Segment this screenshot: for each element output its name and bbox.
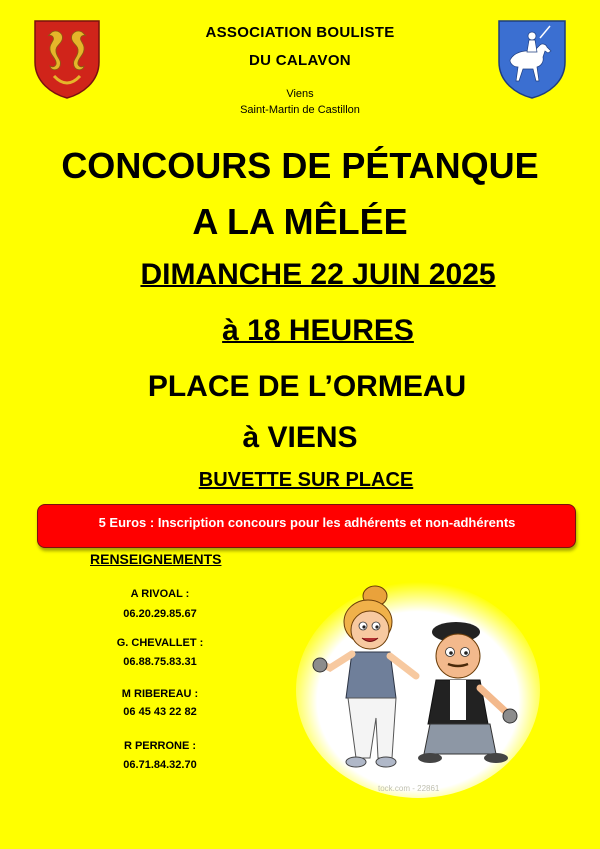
event-title-line1: CONCOURS DE PÉTANQUE xyxy=(61,145,539,186)
fee-text: 5 Euros : Inscription concours pour les adhérents et non-adhérents xyxy=(98,515,516,530)
town-line2: Saint-Martin de Castillon xyxy=(240,104,360,116)
association-name-line2: DU CALAVON xyxy=(249,52,351,69)
contact-phone: 06.88.75.83.31 xyxy=(123,656,197,668)
contact-name: A RIVOAL : xyxy=(130,588,190,600)
contact-phone: 06.71.84.32.70 xyxy=(123,759,197,771)
event-title-line2: A LA MÊLÉE xyxy=(192,201,408,242)
info-heading: RENSEIGNEMENTS xyxy=(90,551,222,567)
contact-phone: 06 45 43 22 82 xyxy=(123,706,197,718)
petanque-players-illustration xyxy=(290,570,540,800)
event-time: à 18 HEURES xyxy=(222,314,414,347)
event-date: DIMANCHE 22 JUIN 2025 xyxy=(140,258,496,291)
contact-name: G. CHEVALLET : xyxy=(116,637,204,649)
town-line1: Viens xyxy=(286,88,314,100)
contact-name: M RIBEREAU : xyxy=(121,688,199,700)
illustration-watermark: tock.com - 22861 xyxy=(378,784,440,793)
event-place: PLACE DE L’ORMEAU xyxy=(147,370,467,403)
event-city: à VIENS xyxy=(242,421,358,454)
association-name-line1: ASSOCIATION BOULISTE xyxy=(205,24,395,41)
contact-phone: 06.20.29.85.67 xyxy=(123,608,197,620)
contact-name: R PERRONE : xyxy=(123,740,197,752)
bar-notice: BUVETTE SUR PLACE xyxy=(198,469,414,491)
